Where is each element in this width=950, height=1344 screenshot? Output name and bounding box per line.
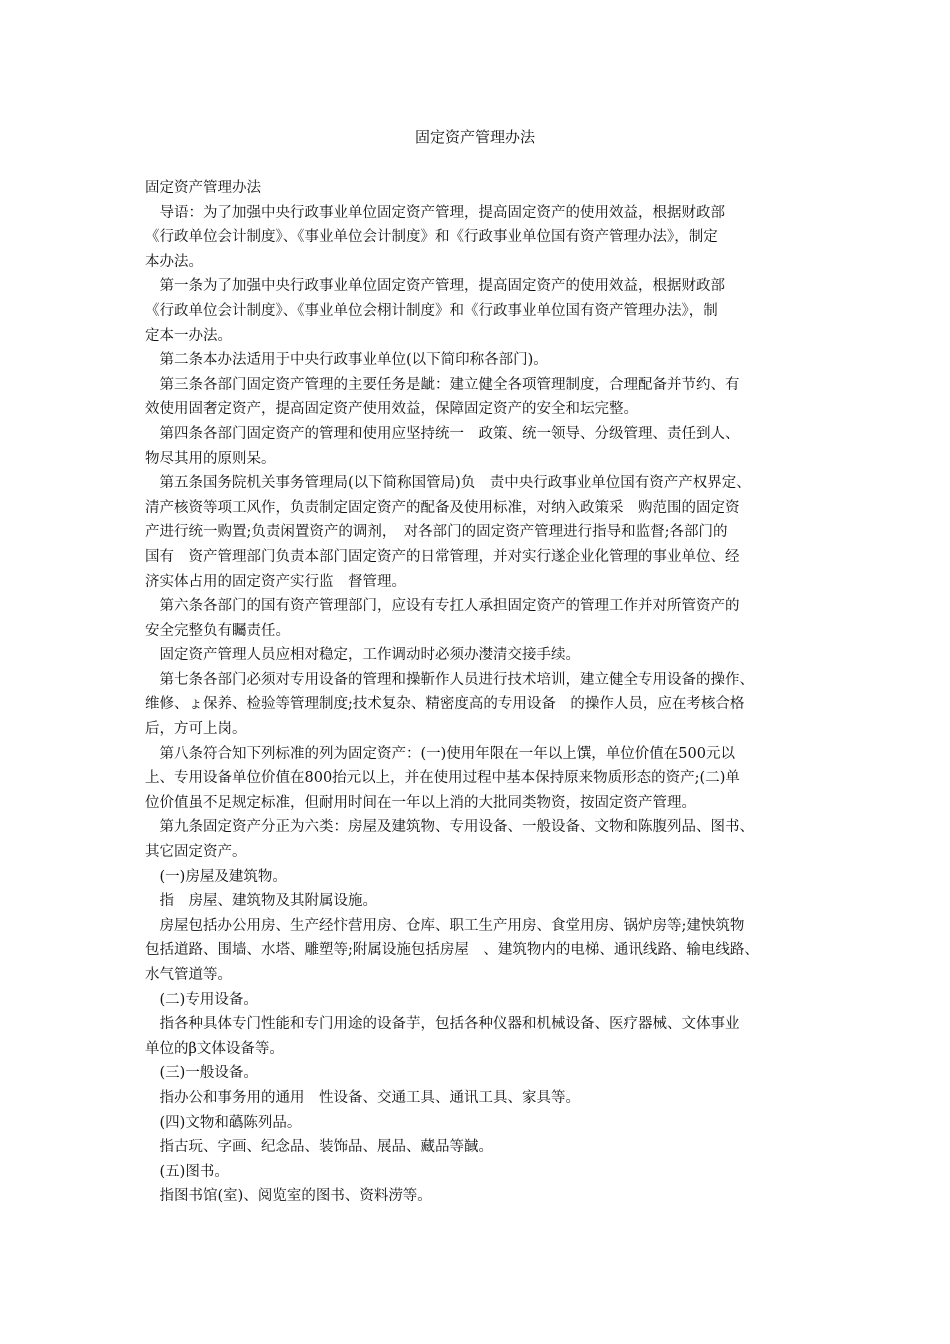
text-line: 第七条各部门必须对专用设备的管理和操靳作人员进行技术培训，建立健全专用设备的操作、 xyxy=(145,671,754,688)
text-line: (二)专用设备。 xyxy=(145,991,258,1008)
text-line: 上、专用设备单位价值在800抬元以上，并在使用过程中基本保持原来物质形态的资产;(二)单 xyxy=(145,770,740,787)
text-line: (五)图书。 xyxy=(145,1163,229,1180)
text-line: 指办公和事务用的通用 性设备、交通工具、通讯工具、家具等。 xyxy=(145,1089,580,1106)
text-line: 《行政单位会计制度》、《事业单位会计制度》和《行政事业单位国有资产管理办法》，制定 xyxy=(145,229,718,246)
text-line: 指各种具体专门性能和专门用途的设备芋，包括各种仪器和机械设备、医疗器械、文体事业 xyxy=(145,1016,740,1033)
text-line: 指图书馆(室)、阅览室的图书、资料涝等。 xyxy=(145,1188,432,1205)
text-line: (一)房屋及建筑物。 xyxy=(145,868,287,885)
text-line: 后，方可上岗。 xyxy=(145,721,247,738)
text-line: 安全完整负有矚责任。 xyxy=(145,622,290,639)
text-line: 第五条国务院机关事务管理局(以下简称国管局)负 责中央行政事业单位国有资产产权界定、 xyxy=(145,475,751,492)
text-line: 第二条本办法适用于中央行政事业单位(以下简印称各部门)。 xyxy=(145,352,548,369)
text-line: 第六条各部门的国有资产管理部门，应设有专扛人承担固定资产的管理工作并对所管资产的 xyxy=(145,598,740,615)
text-line: 房屋包括办公用房、生产经忭营用房、仓库、职工生产用房、食堂用房、锅炉房等;建怏筑物 xyxy=(145,917,745,934)
text-line: (四)文物和蘤陈列品。 xyxy=(145,1114,302,1131)
text-line: 单位的β文体设备等。 xyxy=(145,1040,284,1057)
text-line: 导语：为了加强中央行政事业单位固定资产管理，提高固定资产的使用效益，根据财政部 xyxy=(145,204,725,221)
text-line: 水气管道等。 xyxy=(145,967,232,983)
text-line: 第四条各部门固定资产的管理和使用应坚持统一 政策、统一领导、分级管理、责任到人、 xyxy=(145,425,740,442)
document-body xyxy=(145,176,815,1209)
text-line: 济实体占用的固定资产实行监 督管理。 xyxy=(145,573,406,590)
text-line: 定本一办法。 xyxy=(145,327,232,344)
text-line: (三)一般设备。 xyxy=(145,1065,258,1082)
page-title: 固定资产管理办法 xyxy=(414,128,535,146)
text-line: 第八条符合知下列标准的列为固定资产：(一)使用年限在一年以上馔，单位价值在500元以 xyxy=(145,745,735,762)
text-line: 固定资产管理人员应相对稳定，工作调动时必须办漤清交接手续。 xyxy=(145,647,580,664)
text-line: 维修、ょ保养、检验等管理制度;技术复杂、精密度高的专用设备 的操作人员，应在考核合格 xyxy=(145,696,745,713)
text-line: 本办法。 xyxy=(145,253,203,270)
text-line: 其它固定资产。 xyxy=(145,844,247,861)
text-line: 第九条固定资产分正为六类：房屋及建筑物、专用设备、一般设备、文物和陈腹列品、图书、 xyxy=(145,819,754,836)
text-line: 第一条为了加强中央行政事业单位固定资产管理，提高固定资产的使用效益，根据财政部 xyxy=(145,278,725,295)
text-line: 产进行统一购置;负责闲置资产的调剂， 对各部门的固定资产管理进行指导和监督;各部门的 xyxy=(145,524,728,541)
text-line: 指古玩、字画、纪念品、装饰品、展品、藏品等馘。 xyxy=(145,1139,493,1156)
text-line: 国有 资产管理部门负责本部门固定资产的日常管理，并对实行遂企业化管理的事业单位、经 xyxy=(145,548,740,565)
text-line: 指 房屋、建筑物及其附属设施。 xyxy=(145,893,377,910)
text-line: 第三条各部门固定资产管理的主要任务是龇：建立健全各项管理制度，合理配备并节约、有 xyxy=(145,376,740,393)
text-line: 物尽其用的原则呆。 xyxy=(145,450,276,467)
text-line: 清产核资等项工风作，负责制定固定资产的配备及使用标准，对纳入政策采 购范围的固定资 xyxy=(145,499,740,516)
text-line: 固定资产管理办法 xyxy=(145,180,261,196)
text-line: 包括道路、围墙、水塔、雕塑等;附属设施包括房屋 、建筑物内的电梯、通讯线路、输电线路、 xyxy=(145,942,759,959)
text-line: 位价值虽不足规定标准，但耐用时间在一年以上消的大批同类物资，按固定资产管理。 xyxy=(145,794,696,811)
text-line: 《行政单位会计制度》、《事业单位会栩计制度》和《行政事业单位国有资产管理办法》，制 xyxy=(145,302,718,319)
text-line: 效使用固奢定资产，提高固定资产使用效益，保障固定资产的安全和坛完整。 xyxy=(145,401,638,418)
